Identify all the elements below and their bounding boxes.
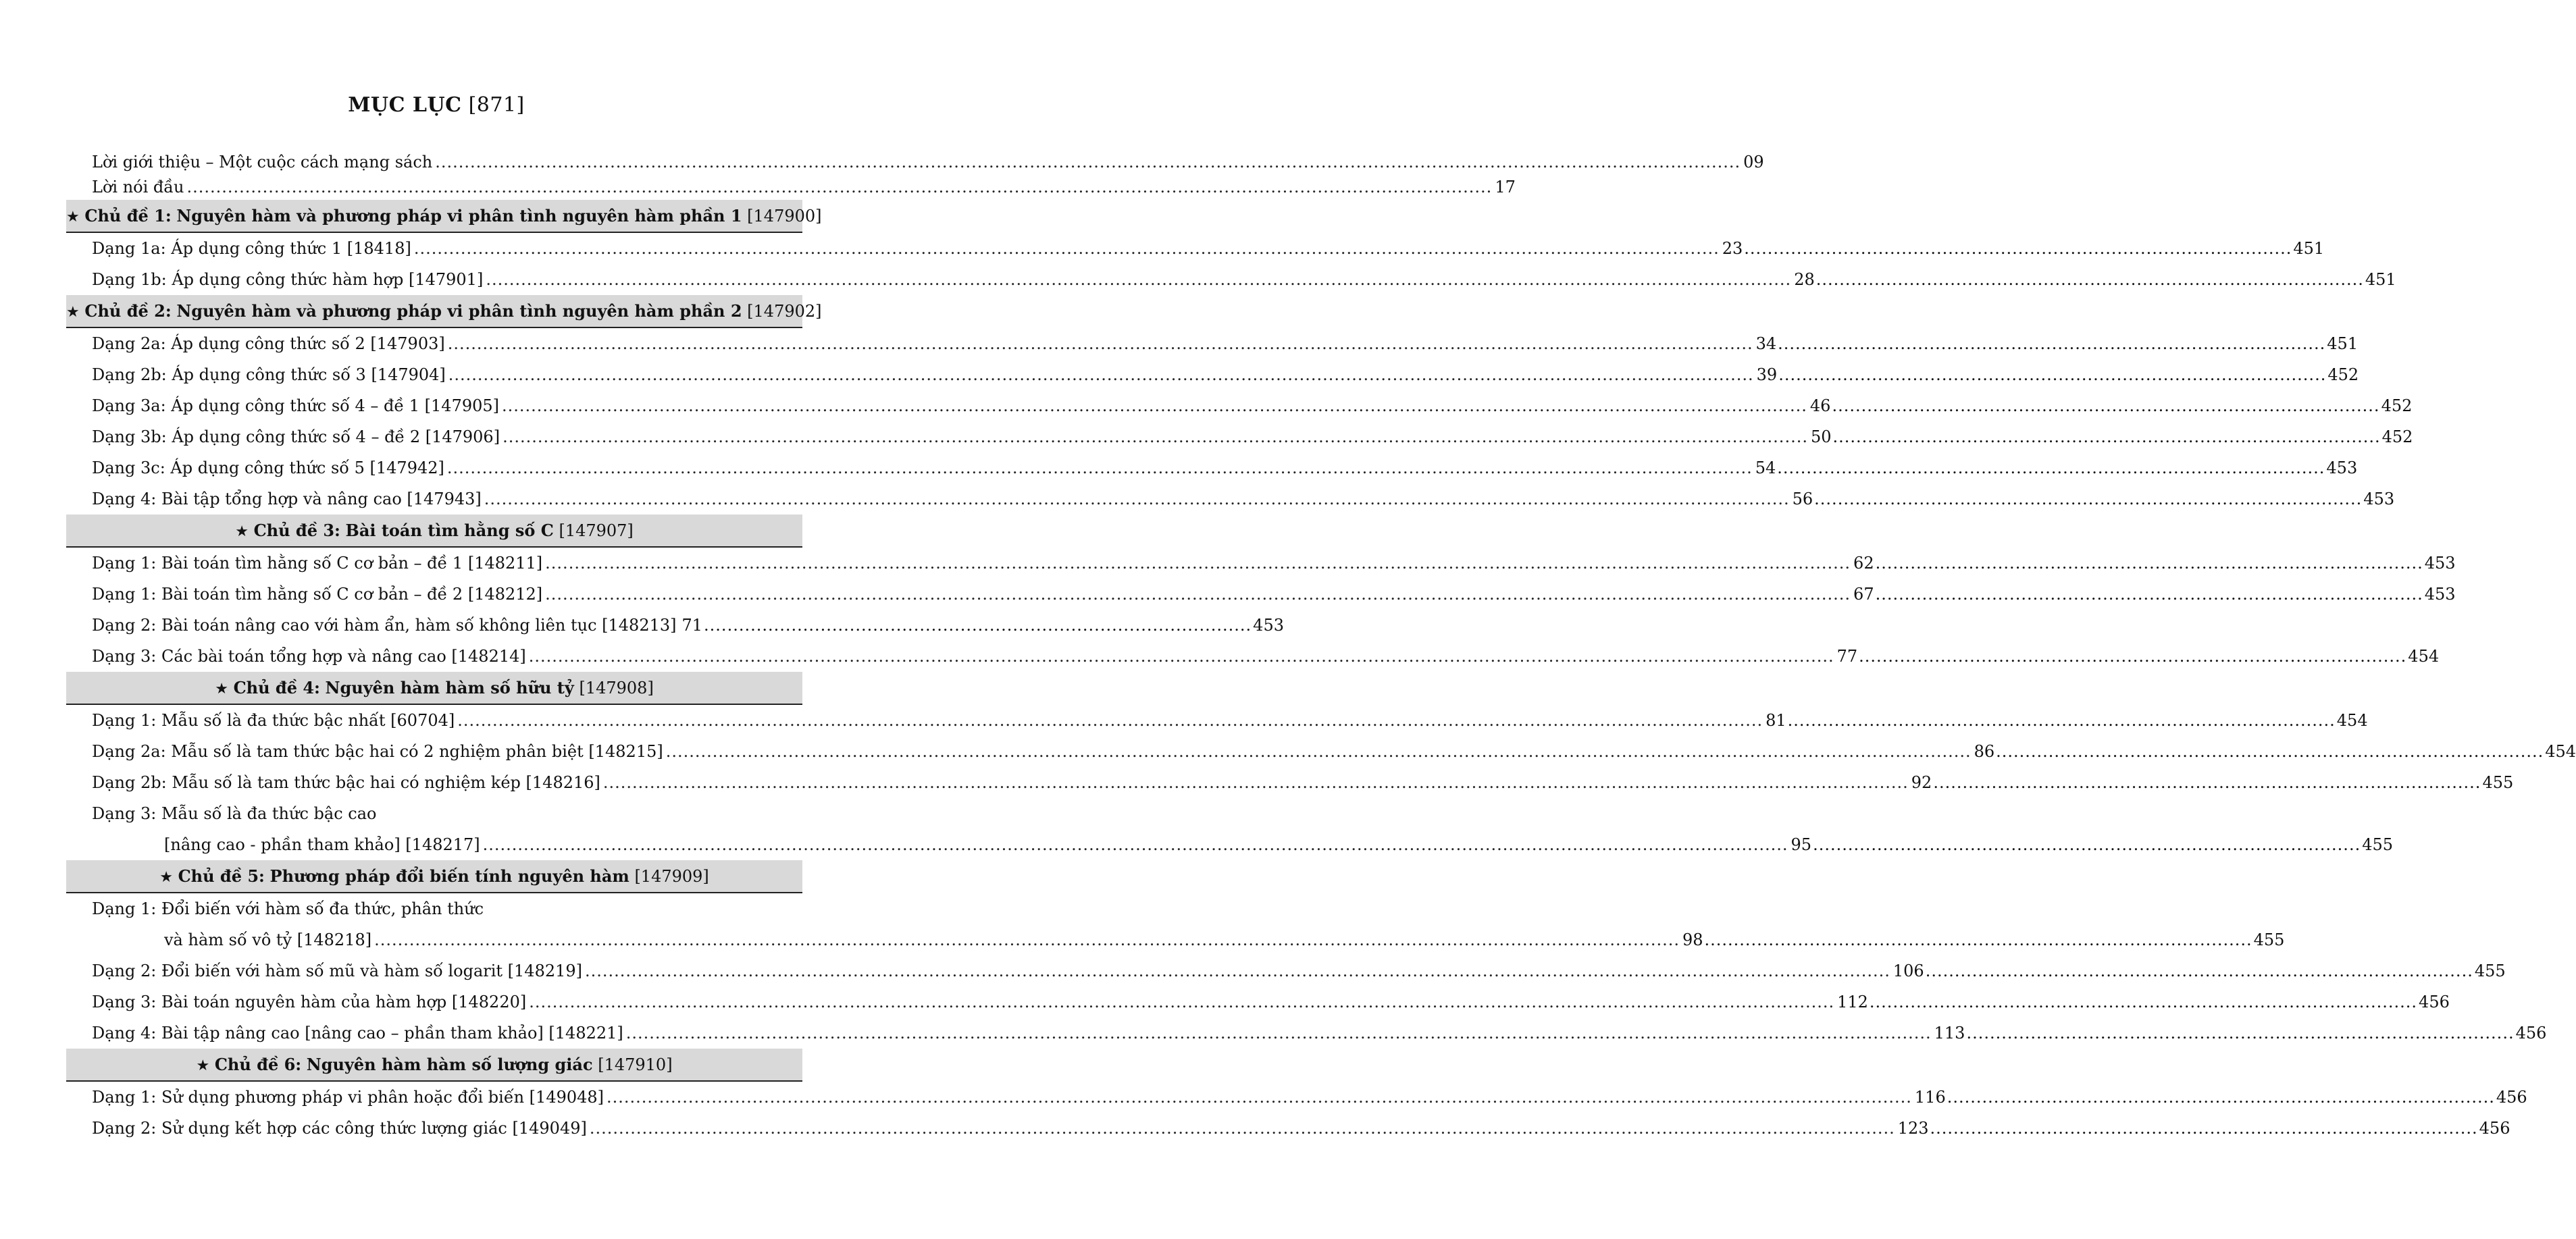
dot-leader [1778, 328, 2325, 359]
section-header[interactable] [66, 515, 802, 548]
dot-leader [545, 579, 1851, 610]
dot-leader [626, 1018, 1932, 1049]
toc-entry[interactable] [66, 955, 2506, 986]
section-header[interactable] [66, 860, 802, 893]
entry-title: Dạng 2a: Áp dụng công thức số 2 [147903] [92, 334, 445, 353]
entry-solution-page: 456 [2515, 1024, 2547, 1043]
toc-entry[interactable] [66, 767, 2514, 798]
entry-page: 98 [1682, 930, 1703, 949]
page-title [0, 93, 873, 117]
section-header[interactable] [66, 295, 822, 328]
entry-page: 106 [1892, 961, 1924, 980]
dot-leader [435, 150, 1741, 175]
star-icon: ★ [215, 681, 228, 697]
entry-page: 113 [1934, 1024, 1965, 1043]
entry-page: 09 [1743, 153, 1764, 172]
dot-leader [448, 328, 1753, 359]
entry-page: 86 [1974, 742, 1995, 761]
dot-leader [704, 610, 1252, 641]
entry-title: Lời nói đầu [92, 178, 184, 196]
entry-solution-page: 452 [2327, 365, 2359, 384]
title-code: [871] [468, 93, 525, 117]
section-code: [147900] [747, 207, 822, 226]
star-icon: ★ [159, 869, 173, 886]
entry-title: [nâng cao - phần tham khảo] [148217] [164, 835, 480, 854]
table-of-contents [66, 150, 2576, 1144]
toc-entry[interactable] [66, 483, 2395, 515]
toc-entry[interactable] [66, 328, 2359, 359]
entry-solution-page: 453 [2424, 554, 2456, 573]
entry-title: Dạng 1: Sử dụng phương pháp vi phân hoặc đổi biến [149048] [92, 1088, 604, 1107]
entry-title: Dạng 3c: Áp dụng công thức số 5 [147942] [92, 458, 444, 477]
entry-title: Dạng 1: Bài toán tìm hằng số C cơ bản – đề 2 [148212] [92, 585, 543, 604]
entry-solution-page: 453 [2326, 458, 2358, 477]
entry-solution-page: 455 [2253, 930, 2285, 949]
dot-leader [457, 705, 1763, 736]
entry-title: Dạng 1: Đổi biến với hàm số đa thức, phân thức [92, 899, 484, 918]
entry-page: 28 [1794, 270, 1815, 289]
toc-entry-heading[interactable] [66, 798, 802, 829]
toc-entry[interactable] [66, 736, 2576, 767]
entry-page: 77 [1836, 647, 1858, 666]
dot-leader [1833, 421, 2381, 452]
dot-leader [1966, 1018, 2514, 1049]
dot-leader [666, 736, 1972, 767]
dot-leader [1930, 1113, 2478, 1144]
entry-title: Dạng 1b: Áp dụng công thức hàm hợp [147901] [92, 270, 484, 289]
entry-solution-page: 454 [2336, 711, 2368, 730]
entry-title: Dạng 4: Bài tập nâng cao [nâng cao – phần tham khảo] [148221] [92, 1024, 623, 1043]
entry-page: 62 [1853, 554, 1874, 573]
dot-leader [603, 767, 1909, 798]
entry-page: 39 [1756, 365, 1778, 384]
entry-title: Dạng 3: Các bài toán tổng hợp và nâng cao [148214] [92, 647, 526, 666]
toc-entry[interactable] [66, 705, 2368, 736]
section-name: Nguyên hàm hàm số lượng giác [306, 1055, 593, 1074]
dot-leader [1813, 829, 2361, 860]
dot-leader [1926, 955, 2473, 986]
dot-leader [545, 548, 1851, 579]
dot-leader [374, 924, 1680, 955]
dot-leader [1705, 924, 2252, 955]
entry-title: Dạng 2a: Mẫu số là tam thức bậc hai có 2 nghiệm phân biệt [148215] [92, 742, 663, 761]
entry-title: Dạng 3b: Áp dụng công thức số 4 – đề 2 [147906] [92, 427, 500, 446]
dot-leader [1744, 233, 2292, 264]
toc-entry[interactable] [66, 579, 2456, 610]
toc-entry[interactable] [66, 1113, 2510, 1144]
toc-entry[interactable] [66, 829, 2394, 860]
entry-solution-page: 454 [2545, 742, 2576, 761]
dot-leader [1859, 641, 2406, 672]
title-main: MỤC LỤC [348, 93, 462, 117]
dot-leader [186, 175, 1492, 200]
entry-page: 112 [1837, 993, 1868, 1011]
entry-solution-page: 453 [2424, 585, 2456, 604]
entry-solution-page: 453 [1253, 616, 1284, 635]
entry-title: Dạng 2b: Mẫu số là tam thức bậc hai có nghiệm kép [148216] [92, 773, 600, 792]
entry-page: 67 [1853, 585, 1874, 604]
toc-entry[interactable] [66, 359, 2359, 390]
entry-page: 123 [1897, 1119, 1929, 1138]
toc-entry[interactable] [66, 1018, 2547, 1049]
toc-entry[interactable] [66, 233, 2325, 264]
entry-solution-page: 454 [2408, 647, 2440, 666]
dot-leader [503, 421, 1808, 452]
entry-page: 116 [1914, 1088, 1946, 1107]
section-code: [147907] [559, 521, 634, 540]
dot-leader [585, 955, 1890, 986]
section-label: Chủ đề 5: [178, 866, 265, 886]
dot-leader [1814, 483, 2362, 515]
section-label: Chủ đề 2: [84, 301, 172, 321]
entry-title: Dạng 2: Bài toán nâng cao với hàm ẩn, hàm số không liên tục [148213] [92, 616, 677, 635]
entry-title: Dạng 1a: Áp dụng công thức 1 [18418] [92, 239, 411, 258]
entry-title: Dạng 2b: Áp dụng công thức số 3 [147904] [92, 365, 446, 384]
entry-solution-page: 455 [2482, 773, 2514, 792]
star-icon: ★ [196, 1057, 210, 1074]
entry-solution-page: 451 [2365, 270, 2396, 289]
section-code: [147902] [747, 302, 822, 321]
dot-leader [1777, 452, 2325, 483]
entry-solution-page: 451 [2327, 334, 2359, 353]
entry-title: và hàm số vô tỷ [148218] [164, 930, 372, 949]
section-label: Chủ đề 1: [84, 206, 172, 226]
entry-solution-page: 455 [2362, 835, 2394, 854]
toc-entry[interactable] [66, 610, 1284, 641]
dot-leader [607, 1082, 1912, 1113]
entry-page: 56 [1792, 490, 1813, 508]
entry-title: Dạng 2: Sử dụng kết hợp các công thức lượng giác [149049] [92, 1119, 587, 1138]
entry-title: Lời giới thiệu – Một cuộc cách mạng sách [92, 153, 433, 172]
dot-leader [448, 359, 1754, 390]
entry-solution-page: 455 [2474, 961, 2506, 980]
entry-page: 46 [1809, 396, 1831, 415]
toc-entry[interactable] [66, 421, 2413, 452]
toc-entry[interactable] [66, 1082, 2527, 1113]
entry-solution-page: 451 [2293, 239, 2325, 258]
dot-leader [447, 452, 1753, 483]
entry-title: Dạng 3: Bài toán nguyên hàm của hàm hợp [148220] [92, 993, 527, 1011]
dot-leader [1832, 390, 2379, 421]
toc-entry[interactable] [66, 175, 1516, 200]
dot-leader [1788, 705, 2336, 736]
star-icon: ★ [66, 209, 80, 226]
entry-page: 92 [1911, 773, 1932, 792]
section-name: Nguyên hàm hàm số hữu tỷ [325, 678, 574, 697]
dot-leader [590, 1113, 1895, 1144]
dot-leader [1876, 579, 2423, 610]
entry-page: 95 [1791, 835, 1812, 854]
section-label: Chủ đề 4: [233, 678, 320, 697]
toc-entry[interactable] [66, 390, 2413, 421]
dot-leader [484, 483, 1790, 515]
toc-entry[interactable] [66, 452, 2358, 483]
dot-leader [483, 829, 1788, 860]
dot-leader [1996, 736, 2544, 767]
section-name: Bài toán tìm hằng số C [345, 521, 554, 540]
section-code: [147908] [579, 679, 654, 697]
toc-entry[interactable] [66, 150, 1764, 175]
toc-entry[interactable] [66, 924, 2285, 955]
section-code: [147909] [634, 867, 709, 886]
section-header[interactable] [66, 200, 822, 233]
toc-entry-heading[interactable] [66, 893, 802, 924]
entry-page: 54 [1755, 458, 1776, 477]
entry-title: Dạng 3a: Áp dụng công thức số 4 – đề 1 [147905] [92, 396, 500, 415]
dot-leader [1778, 359, 2326, 390]
entry-solution-page: 456 [2419, 993, 2450, 1011]
entry-solution-page: 452 [2381, 396, 2413, 415]
entry-page: 34 [1755, 334, 1777, 353]
section-name: Nguyên hàm và phương pháp vi phân tình nguyên hàm phần 2 [176, 301, 742, 321]
toc-entry[interactable] [66, 641, 2440, 672]
section-label: Chủ đề 3: [253, 521, 340, 540]
dot-leader [529, 641, 1834, 672]
entry-solution-page: 453 [2363, 490, 2395, 508]
entry-title: Dạng 4: Bài tập tổng hợp và nâng cao [147943] [92, 490, 482, 508]
entry-page: 50 [1810, 427, 1832, 446]
entry-title: Dạng 1: Mẫu số là đa thức bậc nhất [60704] [92, 711, 455, 730]
dot-leader [502, 390, 1807, 421]
dot-leader [529, 986, 1834, 1018]
section-name: Nguyên hàm và phương pháp vi phân tình nguyên hàm phần 1 [176, 206, 742, 226]
star-icon: ★ [66, 304, 80, 321]
dot-leader [1947, 1082, 2495, 1113]
toc-entry[interactable] [66, 548, 2456, 579]
entry-solution-page: 452 [2381, 427, 2413, 446]
entry-solution-page: 456 [2479, 1119, 2510, 1138]
dot-leader [486, 264, 1791, 295]
dot-leader [414, 233, 1720, 264]
section-name: Phương pháp đổi biến tính nguyên hàm [269, 866, 629, 886]
entry-title: Dạng 2: Đổi biến với hàm số mũ và hàm số logarit [148219] [92, 961, 583, 980]
toc-entry[interactable] [66, 986, 2450, 1018]
entry-page: 17 [1495, 178, 1516, 196]
star-icon: ★ [235, 523, 249, 540]
dot-leader [1933, 767, 2481, 798]
entry-solution-page: 456 [2496, 1088, 2527, 1107]
section-label: Chủ đề 6: [214, 1055, 302, 1074]
dot-leader [1816, 264, 2364, 295]
entry-page: 23 [1722, 239, 1743, 258]
section-code: [147910] [598, 1055, 673, 1074]
dot-leader [1870, 986, 2417, 1018]
entry-title: Dạng 1: Bài toán tìm hằng số C cơ bản – đề 1 [148211] [92, 554, 543, 573]
entry-page: 71 [681, 616, 703, 635]
section-header[interactable] [66, 1049, 802, 1082]
entry-title: Dạng 3: Mẫu số là đa thức bậc cao [92, 804, 377, 823]
section-header[interactable] [66, 672, 802, 705]
entry-page: 81 [1766, 711, 1786, 730]
dot-leader [1876, 548, 2423, 579]
toc-entry[interactable] [66, 264, 2396, 295]
